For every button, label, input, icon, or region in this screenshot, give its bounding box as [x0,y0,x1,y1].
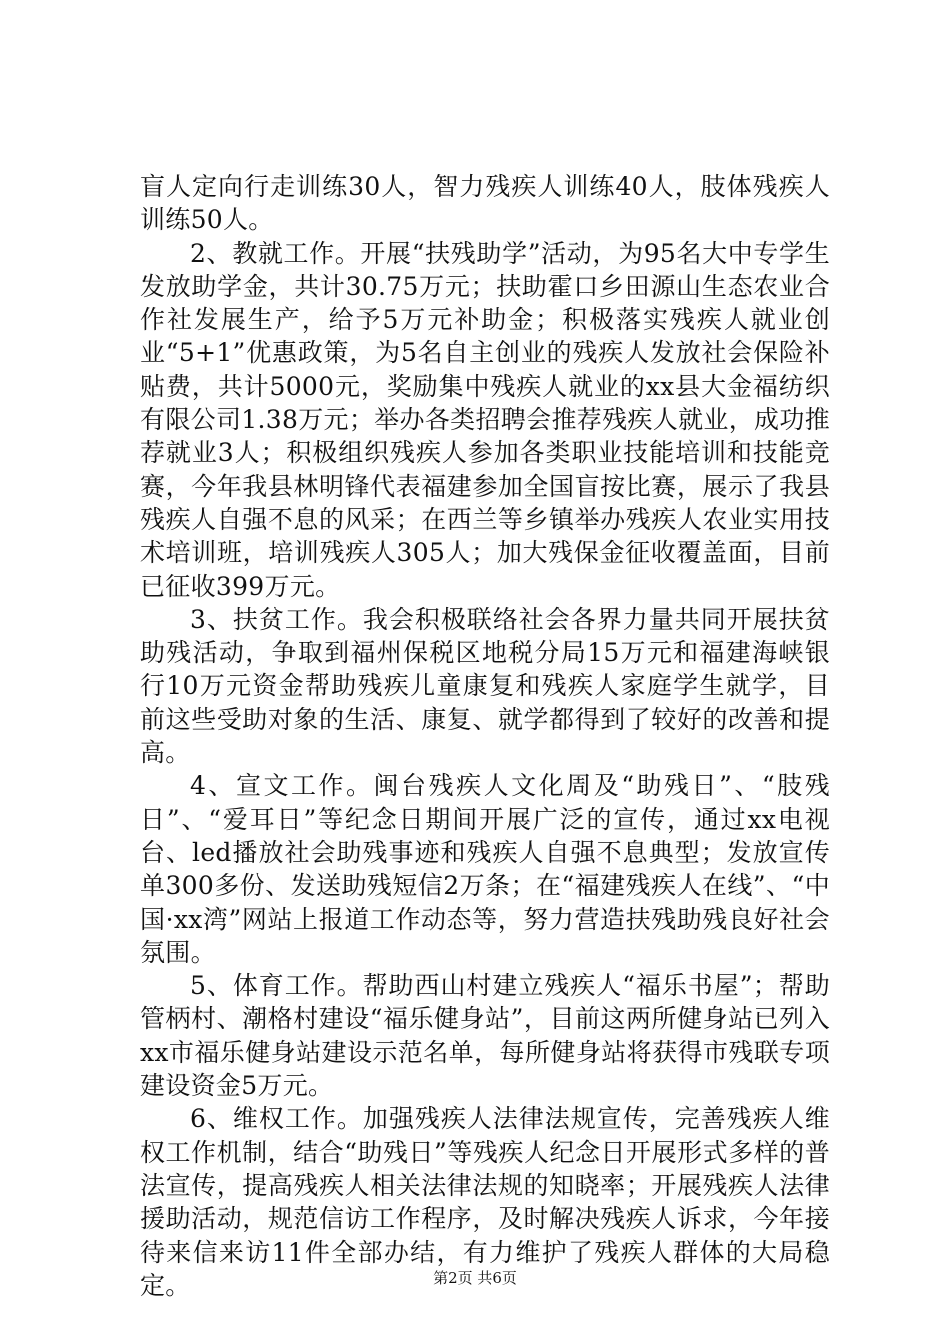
paragraph-poverty-relief: 3、扶贫工作。我会积极联络社会各界力量共同开展扶贫助残活动，争取到福州保税区地税分局15万元和福建海峡银行10万元资金帮助残疾儿童康复和残疾人家庭学生就学，目前这些受助对象的生活、康复、就学都得到了较好的改善和提高。 [140,604,830,768]
document-body [140,170,830,1302]
paragraph-employment: 2、教就工作。开展“扶残助学”活动，为95名大中专学生发放助学金，共计30.75万元；扶助霍口乡田源山生态农业合作社发展生产，给予5万元补助金；积极落实残疾人就业创业“5+1”优惠政策，为5名自主创业的残疾人发放社会保险补贴费，共计5000元，奖励集中残疾人就业的xx县大金福纺织有限公司1.38万元；举办各类招聘会推荐残疾人就业，成功推荐就业3人；积极组织残疾人参加各类职业技能培训和技能竞赛，今年我县林明锋代表福建参加全国盲按比赛，展示了我县残疾人自强不息的风采；在西兰等乡镇举办残疾人农业实用技术培训班，培训残疾人305人；加大残保金征收覆盖面，目前已征收399万元。 [140,238,830,601]
paragraph-sports: 5、体育工作。帮助西山村建立残疾人“福乐书屋”；帮助管柄村、潮格村建设“福乐健身站”，目前这两所健身站已列入xx市福乐健身站建设示范名单，每所健身站将获得市残联专项建设资金5万元。 [140,971,830,1101]
paragraph-continuation: 盲人定向行走训练30人，智力残疾人训练40人，肢体残疾人训练50人。 [140,172,830,235]
paragraph-rights-protection: 6、维权工作。加强残疾人法律法规宣传，完善残疾人维权工作机制，结合“助残日”等残疾人纪念日开展形式多样的普法宣传，提高残疾人相关法律法规的知晓率；开展残疾人法律援助活动，规范信访工作程序，及时解决残疾人诉求，今年接待来信来访11件全部办结，有力维护了残疾人群体的大局稳定。 [140,1104,830,1300]
paragraph-publicity: 4、宣文工作。闽台残疾人文化周及“助残日”、“肢残日”、“爱耳日”等纪念日期间开展广泛的宣传，通过xx电视台、led播放社会助残事迹和残疾人自强不息典型；发放宣传单300多份、发送助残短信2万条；在“福建残疾人在线”、“中国·xx湾”网站上报道工作动态等，努力营造扶残助残良好社会氛围。 [140,771,830,967]
page-number-footer: 第2页 共6页 [433,1269,517,1287]
